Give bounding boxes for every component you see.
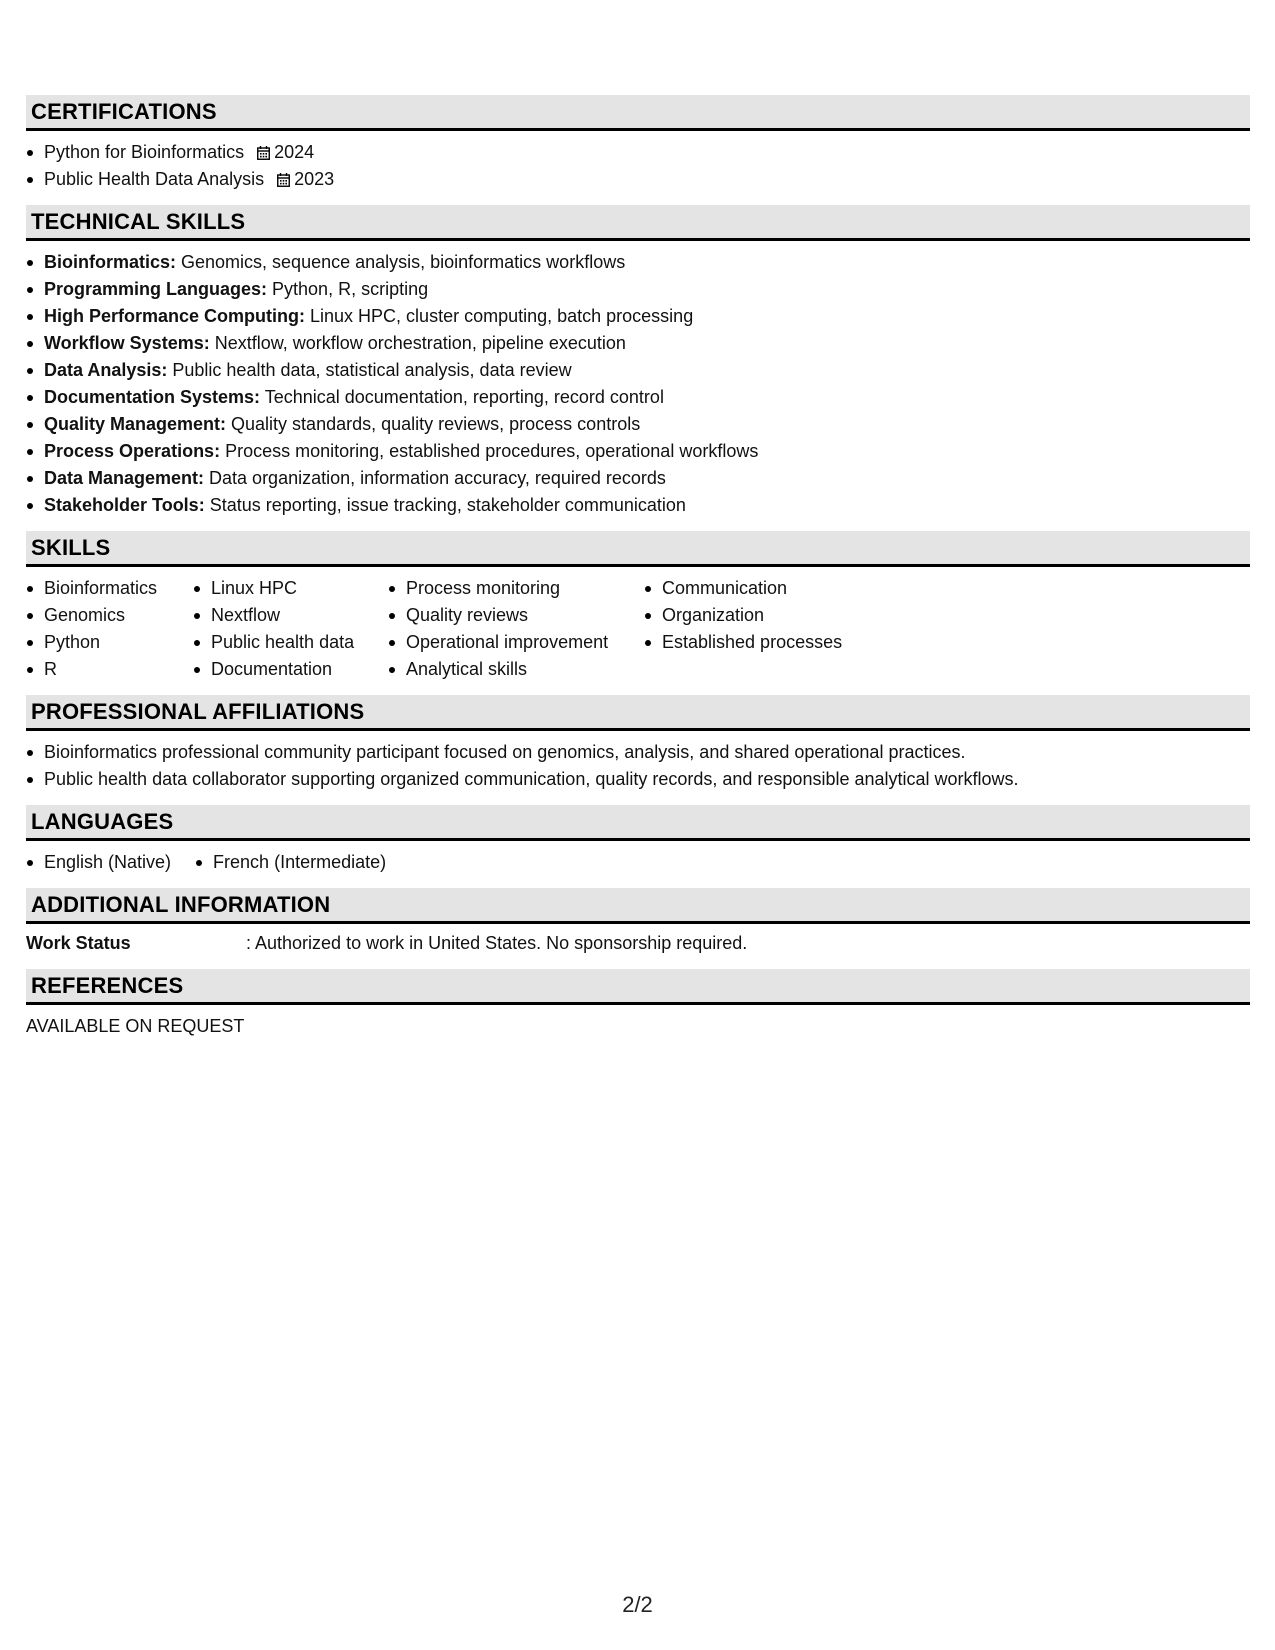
- skill-details: Nextflow, workflow orchestration, pipeline execution: [209, 333, 626, 353]
- list-item: [26, 384, 1250, 411]
- list-item: [26, 438, 1250, 465]
- list-item: Bioinformatics: [26, 575, 193, 602]
- section-title: CERTIFICATIONS: [31, 98, 217, 124]
- list-item: Nextflow: [193, 602, 388, 629]
- skills-column: [26, 575, 193, 683]
- skill-details: Technical documentation, reporting, record control: [260, 387, 664, 407]
- section-title: PROFESSIONAL AFFILIATIONS: [31, 698, 365, 724]
- list-item: [26, 166, 1250, 193]
- list-item: Linux HPC: [193, 575, 388, 602]
- references-text: AVAILABLE ON REQUEST: [26, 1016, 245, 1036]
- skill-details: Linux HPC, cluster computing, batch processing: [305, 306, 694, 326]
- skills-section: [26, 531, 1250, 683]
- technical-skills-header: [26, 205, 1250, 241]
- list-item: Organization: [644, 602, 904, 629]
- resume-page: [26, 95, 1250, 1052]
- certification-year: 2023: [294, 169, 335, 189]
- calendar-icon: [257, 146, 270, 160]
- certifications-section: [26, 95, 1250, 193]
- section-title: SKILLS: [31, 534, 111, 560]
- section-title: REFERENCES: [31, 972, 184, 998]
- certification-year: 2024: [274, 142, 315, 162]
- list-item: [26, 330, 1250, 357]
- languages-list: [26, 849, 1250, 876]
- list-item: [26, 139, 1250, 166]
- list-item: R: [26, 656, 193, 683]
- list-item: Public health data collaborator supporting organized communication, quality records, and responsible analytical workflows.: [26, 766, 1250, 793]
- work-status-row: [26, 930, 1250, 957]
- list-item: Quality reviews: [388, 602, 644, 629]
- skill-details: Status reporting, issue tracking, stakeholder communication: [204, 495, 686, 515]
- skill-category: Programming Languages:: [44, 279, 268, 299]
- list-item: Communication: [644, 575, 904, 602]
- list-item: [26, 411, 1250, 438]
- list-item: Process monitoring: [388, 575, 644, 602]
- languages-section: [26, 805, 1250, 876]
- skill-details: Quality standards, quality reviews, process controls: [226, 414, 641, 434]
- affiliations-list: [26, 739, 1250, 793]
- skills-column: [388, 575, 644, 683]
- list-item: Python: [26, 629, 193, 656]
- list-item: Documentation: [193, 656, 388, 683]
- skill-details: Process monitoring, established procedures, operational workflows: [220, 441, 759, 461]
- affiliations-header: [26, 695, 1250, 731]
- additional-info-header: [26, 888, 1250, 924]
- technical-skills-list: [26, 249, 1250, 519]
- skill-category: High Performance Computing:: [44, 306, 306, 326]
- list-item: [26, 465, 1250, 492]
- list-item: [26, 249, 1250, 276]
- work-status-label: Work Status: [26, 933, 131, 953]
- skill-category: Data Management:: [44, 468, 205, 488]
- certification-name: Python for Bioinformatics: [44, 142, 245, 162]
- certifications-header: [26, 95, 1250, 131]
- additional-info-section: [26, 888, 1250, 957]
- skill-details: Genomics, sequence analysis, bioinformatics workflows: [176, 252, 626, 272]
- languages-header: [26, 805, 1250, 841]
- list-item: Public health data: [193, 629, 388, 656]
- references-header: [26, 969, 1250, 1005]
- technical-skills-section: [26, 205, 1250, 519]
- skills-header: [26, 531, 1250, 567]
- certification-name: Public Health Data Analysis: [44, 169, 265, 189]
- section-title: LANGUAGES: [31, 808, 174, 834]
- list-item: [26, 357, 1250, 384]
- skill-details: Python, R, scripting: [267, 279, 429, 299]
- list-item: [26, 303, 1250, 330]
- list-item: [26, 276, 1250, 303]
- work-status-value: : Authorized to work in United States. No sponsorship required.: [246, 933, 748, 953]
- list-item: [26, 492, 1250, 519]
- language-item: French (Intermediate): [195, 849, 386, 876]
- certifications-list: [26, 139, 1250, 193]
- section-title: ADDITIONAL INFORMATION: [31, 891, 331, 917]
- language-item: English (Native): [26, 849, 171, 876]
- skill-category: Workflow Systems:: [44, 333, 210, 353]
- list-item: Genomics: [26, 602, 193, 629]
- skills-column: [644, 575, 904, 683]
- skill-category: Process Operations:: [44, 441, 221, 461]
- skill-category: Documentation Systems:: [44, 387, 261, 407]
- skill-details: Public health data, statistical analysis, data review: [167, 360, 572, 380]
- section-title: TECHNICAL SKILLS: [31, 208, 246, 234]
- skill-category: Stakeholder Tools:: [44, 495, 205, 515]
- calendar-icon: [277, 173, 290, 187]
- affiliations-section: [26, 695, 1250, 793]
- list-item: Bioinformatics professional community participant focused on genomics, analysis, and shared operational practices.: [26, 739, 1250, 766]
- skills-grid: [26, 575, 1250, 683]
- references-section: [26, 969, 1250, 1040]
- skill-details: Data organization, information accuracy, required records: [204, 468, 666, 488]
- list-item: Analytical skills: [388, 656, 644, 683]
- skill-category: Bioinformatics:: [44, 252, 177, 272]
- list-item: Established processes: [644, 629, 904, 656]
- skills-column: [193, 575, 388, 683]
- page-number: 2/2: [622, 1592, 653, 1617]
- list-item: Operational improvement: [388, 629, 644, 656]
- skill-category: Quality Management:: [44, 414, 227, 434]
- skill-category: Data Analysis:: [44, 360, 168, 380]
